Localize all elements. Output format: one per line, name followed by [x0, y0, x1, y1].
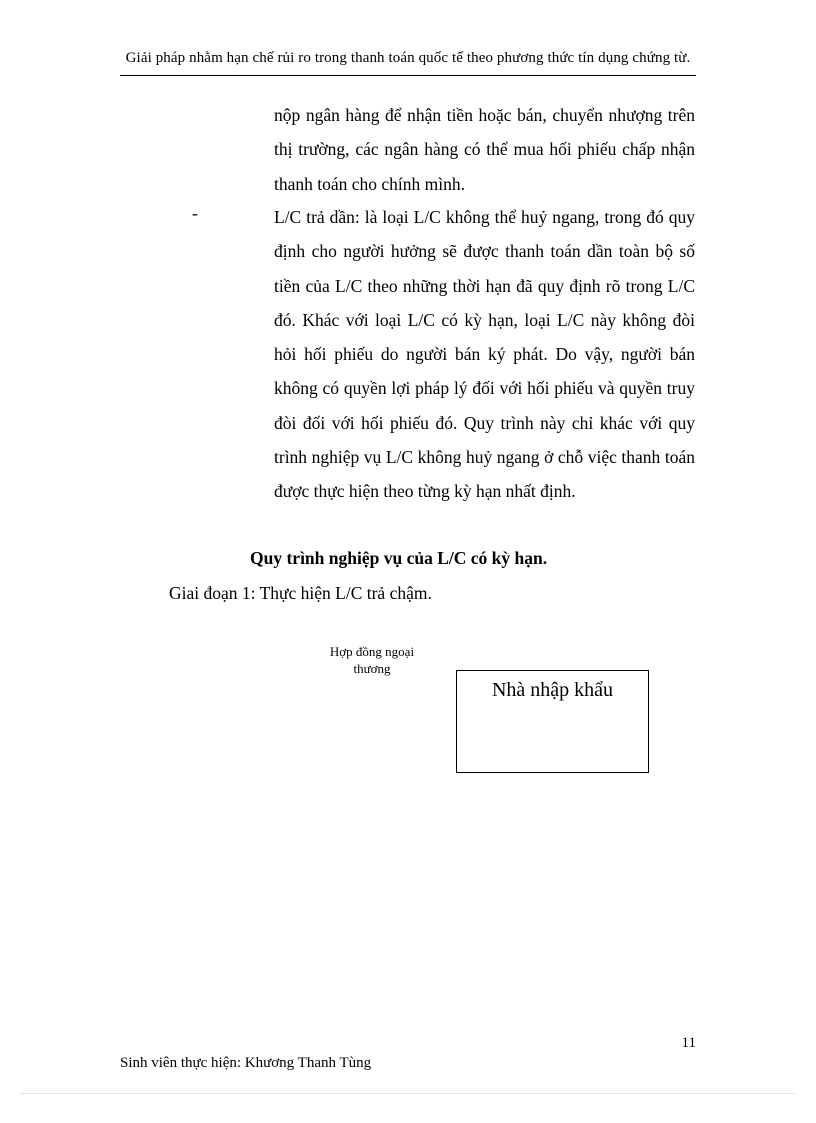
stage-title: Giai đoạn 1: Thực hiện L/C trả chậm. — [169, 583, 432, 603]
footer-author: Sinh viên thực hiện: Khương Thanh Tùng — [120, 1055, 372, 1071]
page-number: 11 — [681, 1035, 696, 1051]
running-header: Giải pháp nhằm hạn chế rủi ro trong thanh toán quốc tế theo phương thức tín dụng chứng từ. — [125, 50, 691, 66]
bullet-dash: - — [192, 203, 198, 223]
importer-label: Nhà nhập khẩu — [491, 679, 614, 701]
page-bottom-divider — [20, 1093, 796, 1094]
section-heading: Quy trình nghiệp vụ của L/C có kỳ hạn. — [250, 548, 548, 568]
paragraph-installment-lc: L/C trả dần: là loại L/C không thể huỷ ngang, trong đó quy định cho người hưởng sẽ được thanh toán dần toàn bộ số tiền của L/C theo những thời hạn đã quy định rõ trong L/C đó. Khác với loại L/C có kỳ hạn, loại L/C này không đòi hỏi hối phiếu do người bán ký phát. Do vậy, người bán không có quyền lợi pháp lý đối với hối phiếu và quyền truy đòi đối với hối phiếu đó. Quy trình này chỉ khác với quy trình nghiệp vụ L/C không huỷ ngang ở chỗ việc thanh toán được thực hiện theo từng kỳ hạn nhất định. — [274, 207, 695, 502]
paragraph-continuation: nộp ngân hàng để nhận tiền hoặc bán, chuyển nhượng trên thị trường, các ngân hàng có thể mua hối phiếu chấp nhận thanh toán cho chính mình. — [274, 105, 695, 194]
contract-label: Hợp đồng ngoại thương — [329, 644, 415, 676]
header-rule — [120, 75, 696, 76]
